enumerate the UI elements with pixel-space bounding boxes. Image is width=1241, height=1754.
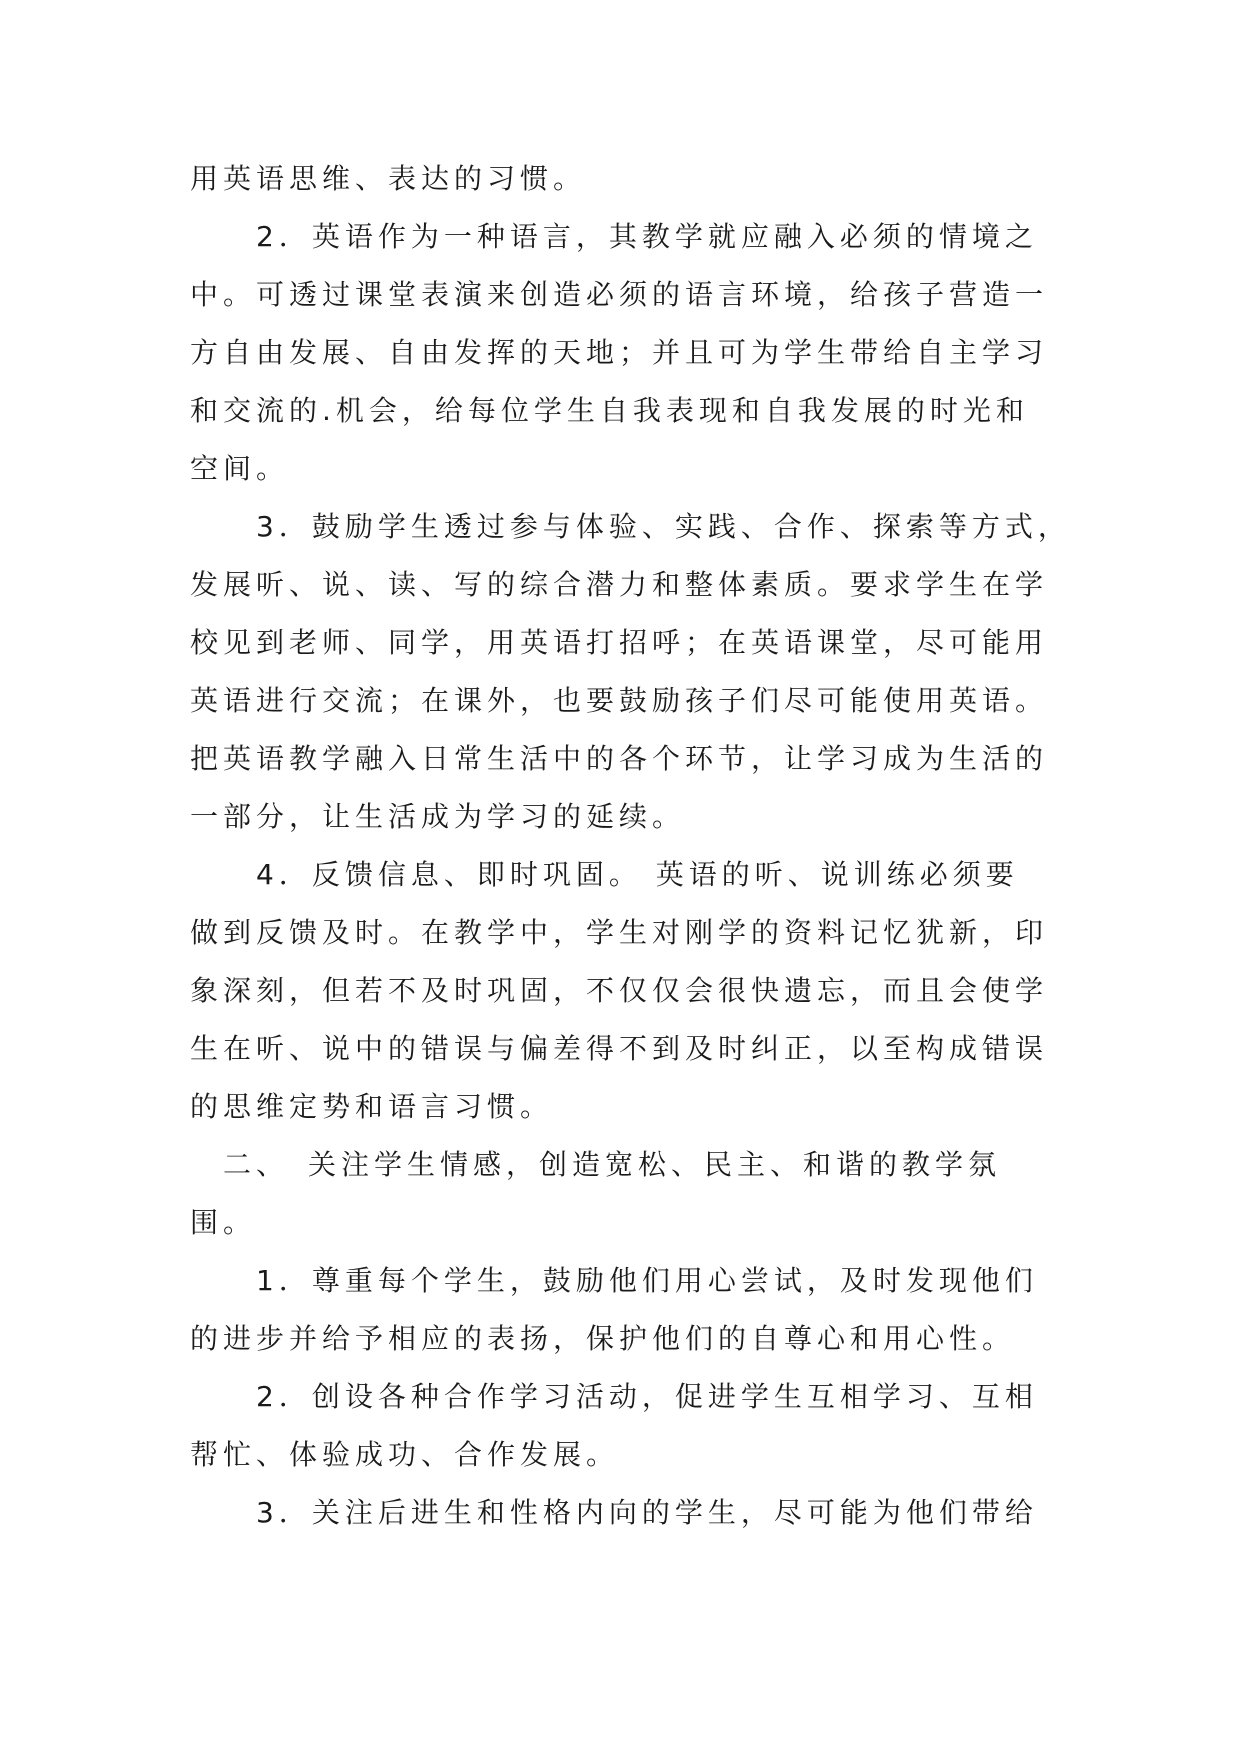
body-text [190,150,1071,1542]
text-line: 3．鼓励学生透过参与体验、实践、合作、探索等方式， [190,510,1071,543]
text-line: 帮忙、体验成功、合作发展。 [190,1438,620,1471]
text-line: 2．英语作为一种语言，其教学就应融入必须的情境之 [190,220,1038,253]
text-line: 把英语教学融入日常生活中的各个环节，让学习成为生活的 [190,742,1049,775]
text-line: 方自由发展、自由发挥的天地；并且可为学生带给自主学习 [190,336,1049,369]
text-line: 校见到老师、同学，用英语打招呼；在英语课堂，尽可能用 [190,626,1049,659]
text-line: 2．创设各种合作学习活动，促进学生互相学习、互相 [190,1380,1038,1413]
text-line: 和交流的.机会，给每位学生自我表现和自我发展的时光和 [190,394,1029,427]
text-line: 二、 关注学生情感，创造宽松、民主、和谐的教学氛 [190,1148,1002,1181]
text-line: 的思维定势和语言习惯。 [190,1090,554,1123]
text-line: 发展听、说、读、写的综合潜力和整体素质。要求学生在学 [190,568,1049,601]
text-line: 象深刻，但若不及时巩固，不仅仅会很快遗忘，而且会使学 [190,974,1049,1007]
text-line: 围。 [190,1206,257,1239]
text-line: 空间。 [190,452,290,485]
text-line: 3．关注后进生和性格内向的学生，尽可能为他们带给 [190,1496,1038,1529]
text-line: 的进步并给予相应的表扬，保护他们的自尊心和用心性。 [190,1322,1016,1355]
text-line: 1．尊重每个学生，鼓励他们用心尝试，及时发现他们 [190,1264,1038,1297]
text-line: 生在听、说中的错误与偏差得不到及时纠正，以至构成错误 [190,1032,1049,1065]
text-line: 4．反馈信息、即时巩固。 英语的听、说训练必须要 [190,858,1019,891]
text-line: 用英语思维、表达的习惯。 [190,162,587,195]
text-line: 一部分，让生活成为学习的延续。 [190,800,686,833]
text-line: 英语进行交流；在课外，也要鼓励孩子们尽可能使用英语。 [190,684,1049,717]
text-line: 中。可透过课堂表演来创造必须的语言环境，给孩子营造一 [190,278,1049,311]
text-line: 做到反馈及时。在教学中，学生对刚学的资料记忆犹新，印 [190,916,1049,949]
